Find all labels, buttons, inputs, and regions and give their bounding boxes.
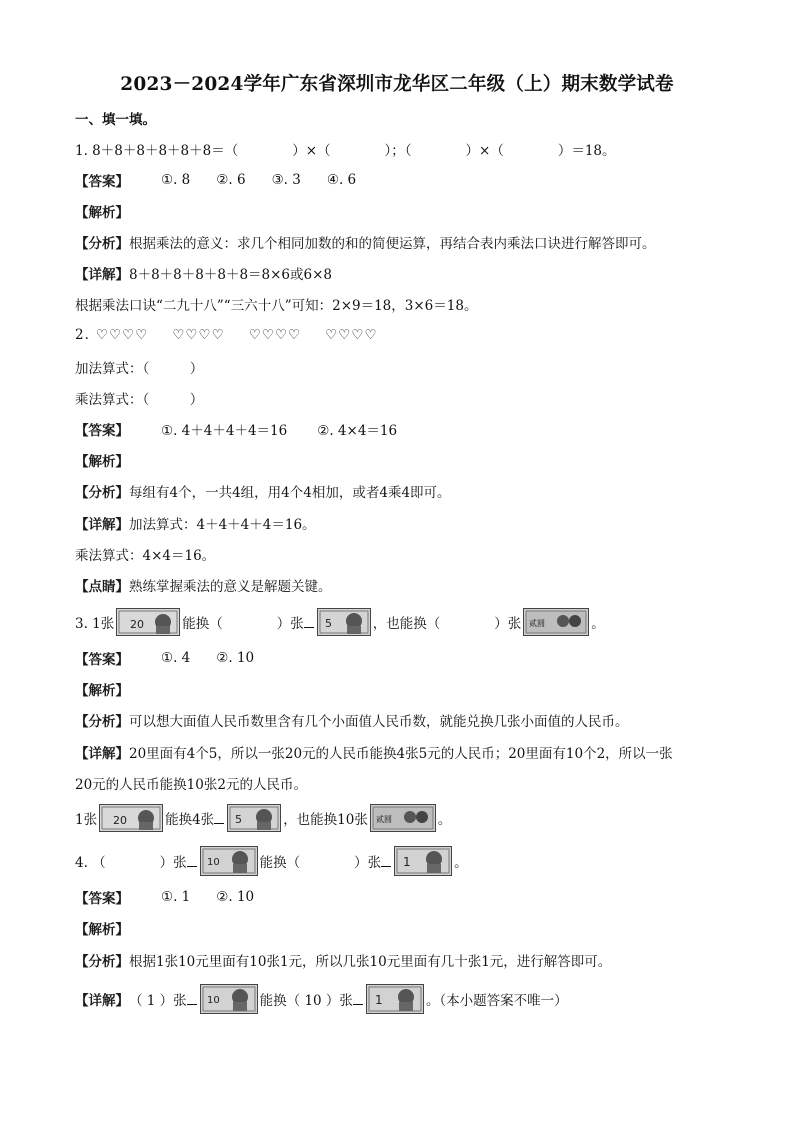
svg-text:20: 20 — [113, 814, 128, 827]
heart-group: ♡♡♡♡ — [325, 327, 378, 343]
svg-text:1: 1 — [403, 855, 411, 869]
q2-mul-blank: 乘法算式：（ ） — [75, 392, 204, 408]
q4-detail: 【详解】 （ 1 ）张 10 能换（ 10 ）张 1 。（本小题答案不唯一） — [75, 983, 568, 1015]
jiexi-tag: 【解析】 — [75, 205, 129, 221]
banknote-5-icon — [227, 804, 281, 832]
q2-detail-extra: 乘法算式：4×4＝16。 — [75, 548, 216, 564]
answer-item: ④. 6 — [326, 172, 357, 188]
banknote-10-icon — [200, 846, 258, 876]
banknote-5-icon — [317, 608, 371, 636]
banknote-20-icon — [116, 608, 180, 636]
page-title: 2023－2024学年广东省深圳市龙华区二年级（上）期末数学试卷 — [120, 74, 674, 95]
answer-item: ②. 4×4＝16 — [317, 423, 398, 439]
q2-analysis: 【分析】 每组有4个，一共4组，用4个4相加，或者4乘4即可。 — [75, 485, 451, 501]
heart-group: ♡♡♡♡ — [172, 327, 225, 343]
q2-add-blank: 加法算式：（ ） — [75, 361, 204, 377]
heart-group: ♡♡♡♡ — [95, 327, 149, 343]
question-3: 3. 1张 20 能换（ ）张 5 ，也能换（ ）张 贰圆 。 — [75, 607, 605, 637]
section-heading: 一、填一填。 — [75, 112, 156, 128]
q2-answer-row: 【答案】 ①. 4＋4＋4＋4＝16 ②. 4×4＝16 — [75, 417, 397, 441]
q2-detail: 【详解】 加法算式：4＋4＋4＋4＝16。 — [75, 517, 316, 533]
heart-group: ♡♡♡♡ — [248, 327, 302, 343]
q1-detail: 【详解】 8＋8＋8＋8＋8＋8＝8×6或6×8 — [75, 267, 333, 283]
banknote-1-icon — [394, 846, 452, 876]
banknote-20-icon — [99, 804, 163, 832]
banknote-1-icon — [366, 984, 424, 1014]
q4-analysis: 【分析】 根据1张10元里面有10张1元，所以几张10元里面有几十张1元，进行解答即可。 — [75, 954, 612, 970]
q1-answer-row — [75, 168, 356, 192]
q1-analysis: 【分析】 根据乘法的意义：求几个相同加数的和的简便运算，再结合表内乘法口诀进行解答即可。 — [75, 236, 656, 252]
q3-answer-row: 【答案】 ①. 4 ②. 10 — [75, 650, 255, 668]
jiexi-tag: 【解析】 — [75, 454, 129, 470]
q3-recap: 1张 20 能换4张 5 ，也能换10张 贰圆 。 — [75, 803, 451, 833]
q3-detail: 【详解】 20里面有4个5，所以一张20元的人民币能换4张5元的人民币；20里面有10个2，所以一张 — [75, 746, 673, 762]
answer-item: ②. 10 — [216, 889, 255, 905]
answer-item: ②. 6 — [216, 172, 246, 188]
q2-remark: 【点睛】 熟练掌握乘法的意义是解题关键。 — [75, 579, 332, 595]
q3-analysis: 【分析】 可以想大面值人民币数里含有几个小面值人民币数，就能兑换几张小面值的人民币。 — [75, 714, 629, 730]
q3-detail-2: 20元的人民币能换10张2元的人民币。 — [75, 777, 307, 793]
banknote-2-icon — [523, 608, 589, 636]
answer-item: ②. 10 — [216, 650, 255, 666]
answer-tag: 【答案】 — [75, 174, 129, 190]
svg-text:5: 5 — [324, 617, 332, 630]
q1-detail-extra: 根据乘法口诀“二九十八”“三六十八”可知：2×9＝18，3×6＝18。 — [75, 298, 478, 314]
answer-item: ①. 8 — [161, 172, 191, 188]
q4-answer-row: 【答案】 ①. 1 ②. 10 — [75, 889, 255, 907]
banknote-10-icon — [200, 984, 258, 1014]
svg-text:5: 5 — [235, 813, 243, 826]
svg-text:10: 10 — [206, 995, 220, 1006]
svg-text:1: 1 — [374, 993, 383, 1007]
svg-text:贰圆: 贰圆 — [529, 619, 546, 628]
svg-text:10: 10 — [206, 857, 220, 868]
banknote-2-icon — [370, 804, 436, 832]
answer-item: ①. 4 — [161, 650, 191, 666]
svg-text:20: 20 — [130, 618, 145, 631]
question-4: 4. （ ）张 10 能换（ ）张 1 。 — [75, 845, 468, 877]
answer-item: ①. 1 — [161, 889, 191, 905]
jiexi-tag: 【解析】 — [75, 683, 129, 699]
jiexi-tag: 【解析】 — [75, 922, 129, 938]
question-1: 1. 8＋8＋8＋8＋8＋8＝（ ）×（ ）；（ ）×（ ）＝18。 — [75, 143, 616, 159]
answer-item: ①. 4＋4＋4＋4＝16 — [161, 423, 288, 439]
question-2: 2. ♡♡♡♡ ♡♡♡♡ ♡♡♡♡ ♡♡♡♡ — [75, 327, 378, 343]
answer-item: ③. 3 — [271, 172, 301, 188]
svg-text:贰圆: 贰圆 — [375, 815, 392, 824]
